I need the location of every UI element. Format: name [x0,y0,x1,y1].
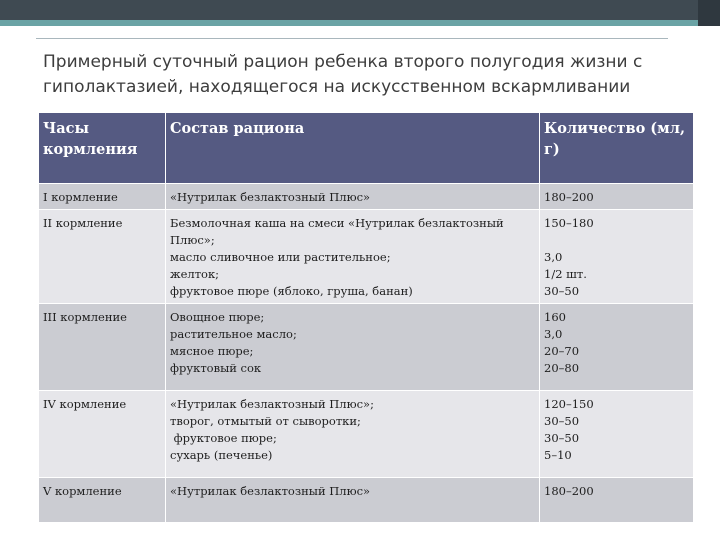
header-corner-block [698,0,720,26]
composition-cell [166,184,540,210]
composition-line: фруктовое пюре; [170,431,277,445]
header-feeding-time: Часы кормления [39,113,166,184]
composition-line: мясное пюре; [170,344,254,358]
amount-cell [540,304,694,391]
header-amount: Количество (мл, г) [540,113,694,184]
amount-line: 3,0 [544,327,563,341]
amount-line: 30–50 [544,414,580,428]
feeding-cell: V кормление [39,478,166,523]
table-row [39,184,694,210]
amount-line: 3,0 [544,250,563,264]
amount-line: 30–50 [544,284,580,298]
amount-cell [540,391,694,478]
composition-line: «Нутрилак безлактозный Плюс» [170,190,371,204]
slide-title: Примерный суточный рацион ребенка второго полугодия жизни с гиполактазией, находящегося на искусственном вскармливании [43,52,643,97]
composition-cell [166,478,540,523]
title-divider [36,38,668,39]
amount-cell [540,184,694,210]
composition-line: «Нутрилак безлактозный Плюс» [170,484,371,498]
table-row [39,391,694,478]
amount-line: 180–200 [544,190,594,204]
amount-line: 30–50 [544,431,580,445]
amount-line: 20–80 [544,361,580,375]
composition-line: растительное масло; [170,327,297,341]
composition-line: сухарь (печенье) [170,448,273,462]
diet-table [38,112,694,523]
composition-line: масло сливочное или растительное; [170,250,391,264]
composition-cell [166,210,540,304]
table-row [39,478,694,523]
table-row [39,304,694,391]
composition-line: фруктовое пюре (яблоко, груша, банан) [170,284,413,298]
table-header-row [39,113,694,184]
amount-line: 150–180 [544,216,594,230]
amount-line: 120–150 [544,397,594,411]
composition-line: «Нутрилак безлактозный Плюс»; [170,397,374,411]
header-composition: Состав рациона [166,113,540,184]
amount-line: 160 [544,310,566,324]
amount-spacer [544,232,689,249]
feeding-cell: II кормление [39,210,166,304]
composition-line: Безмолочная каша на смеси «Нутрилак безлактозный Плюс»; [170,216,504,247]
table-row [39,210,694,304]
feeding-cell: III кормление [39,304,166,391]
composition-line: фруктовый сок [170,361,262,375]
header-accent-stripe [0,20,720,26]
amount-line: 1/2 шт. [544,267,587,281]
composition-line: творог, отмытый от сыворотки; [170,414,361,428]
composition-line: Овощное пюре; [170,310,265,324]
amount-line: 180–200 [544,484,594,498]
feeding-cell: IV кормление [39,391,166,478]
composition-cell [166,391,540,478]
amount-cell [540,210,694,304]
composition-cell [166,304,540,391]
amount-line: 20–70 [544,344,580,358]
feeding-cell: I кормление [39,184,166,210]
header-band [0,0,720,20]
composition-line: желток; [170,267,220,281]
amount-line: 5–10 [544,448,572,462]
amount-cell [540,478,694,523]
